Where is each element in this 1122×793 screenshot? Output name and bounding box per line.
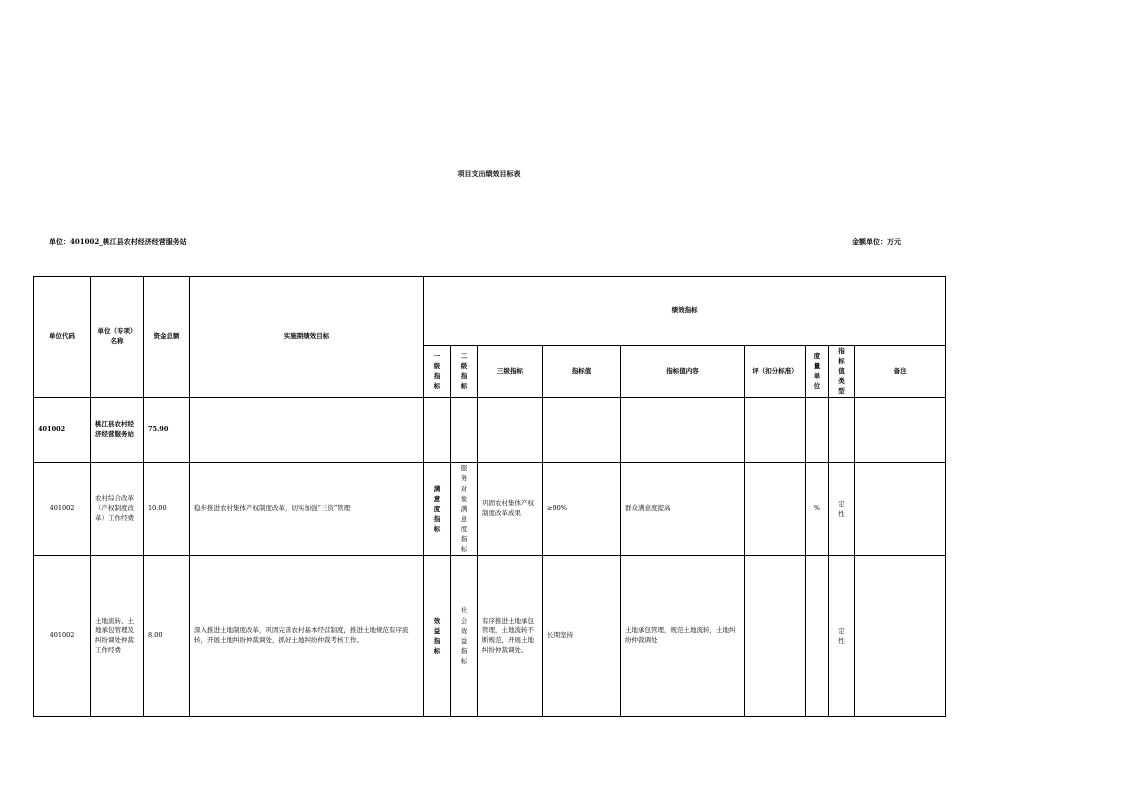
- row-name: 土地流转、土地承包管理及纠纷调处仲裁工作经费: [91, 556, 144, 717]
- row-unit: [806, 398, 829, 463]
- header-level1-text: 一级指标: [433, 352, 441, 391]
- header-unit-code: 单位代码: [34, 277, 91, 398]
- row-type-text: 定性: [838, 499, 845, 518]
- row-level3: [478, 398, 543, 463]
- header-perf-indicators: 绩效指标: [424, 277, 946, 346]
- row-type: [829, 463, 855, 556]
- header-level3: 三级指标: [478, 346, 543, 398]
- row-score: [745, 398, 806, 463]
- row-level1-text: 效益指标: [433, 616, 441, 655]
- row-level1-text: 满意度指标: [433, 484, 441, 533]
- row-value: ≥90%: [543, 463, 621, 556]
- page-title: 项目支出绩效目标表: [457, 169, 521, 178]
- row-score: [745, 463, 806, 556]
- row-level1: [424, 398, 451, 463]
- header-value-type: [829, 346, 855, 398]
- row-type: [829, 398, 855, 463]
- row-value: 长期坚持: [543, 556, 621, 717]
- row-level2: [451, 398, 478, 463]
- row-level1: [424, 463, 451, 556]
- row-code: 401002: [34, 556, 91, 717]
- row-name: 桃江县农村经济经营服务站: [91, 398, 144, 463]
- row-remark: [855, 556, 946, 717]
- row-remark: [855, 398, 946, 463]
- header-indicator-content: 指标值内容: [621, 346, 745, 398]
- row-content: 群众满意度提高: [621, 463, 745, 556]
- row-level3: 有序推进土地承包管理，土地流转不断规范，开展土地纠纷仲裁调处。: [478, 556, 543, 717]
- row-level2-text: 社会效益指标: [460, 606, 468, 665]
- row-name: 农村综合改革（产权制度改革）工作经费: [91, 463, 144, 556]
- header-remark: 备注: [855, 346, 946, 398]
- row-goal: [190, 398, 424, 463]
- row-code: 401002: [34, 398, 91, 463]
- row-level2-text: 服务对象满意度指标: [460, 464, 468, 553]
- header-unit-project-name: 单位（专项）名称: [91, 277, 144, 398]
- row-level2: [451, 556, 478, 717]
- header-measure-unit: [806, 346, 829, 398]
- row-level2: [451, 463, 478, 556]
- header-indicator-value: 指标值: [543, 346, 621, 398]
- header-value-type-text: 指标值类型: [838, 347, 845, 396]
- amount-unit-label: 金额单位：万元: [852, 237, 901, 246]
- header-level2-text: 二级指标: [460, 352, 468, 391]
- table-row: [34, 463, 946, 556]
- row-goal: 稳步推进农村集体产权制度改革，切实加强“三资”管理: [190, 463, 424, 556]
- row-code: 401002: [34, 463, 91, 556]
- unit-label: 单位：401002_桃江县农村经济经营服务站: [49, 237, 187, 246]
- row-level1: [424, 556, 451, 717]
- row-amount: 10.00: [144, 463, 190, 556]
- row-score: [745, 556, 806, 717]
- row-value: [543, 398, 621, 463]
- header-row-1: [34, 277, 946, 346]
- header-measure-unit-text: 度量单位: [813, 352, 821, 391]
- row-content: [621, 398, 745, 463]
- row-level3: 巩固农村集体产权制度改革成果: [478, 463, 543, 556]
- row-type-text: 定性: [838, 626, 845, 645]
- row-goal: 深入推进土地制度改革，巩固完善农村基本经营制度，推进土地规范有序流转，开展土地纠纷仲裁调处，抓好土地纠纷仲裁考核工作。: [190, 556, 424, 717]
- row-type: [829, 556, 855, 717]
- row-remark: [855, 463, 946, 556]
- row-amount: 75.90: [144, 398, 190, 463]
- header-level1: [424, 346, 451, 398]
- table-row: [34, 556, 946, 717]
- header-score: 评（扣分标准）: [745, 346, 806, 398]
- table-row: [34, 398, 946, 463]
- row-unit: %: [806, 463, 829, 556]
- performance-table: [33, 276, 946, 717]
- row-content: 土地承包管理，规范土地流转，土地纠纷仲裁调处: [621, 556, 745, 717]
- row-amount: 8.00: [144, 556, 190, 717]
- header-total-funds: 资金总额: [144, 277, 190, 398]
- header-goal: 实施期绩效目标: [190, 277, 424, 398]
- row-unit: [806, 556, 829, 717]
- header-level2: [451, 346, 478, 398]
